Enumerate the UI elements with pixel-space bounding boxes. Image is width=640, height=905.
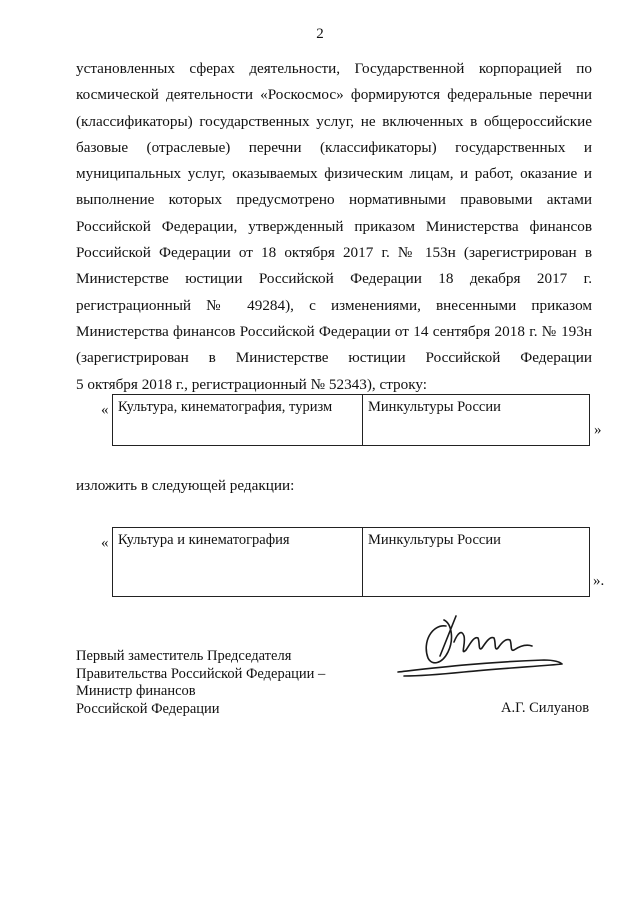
amendment-intro: изложить в следующей редакции: bbox=[76, 477, 295, 494]
page-number: 2 bbox=[316, 26, 324, 42]
position-line: Российской Федерации bbox=[76, 700, 220, 717]
old-row-ministry-cell: Минкультуры России bbox=[368, 399, 501, 415]
paragraph-line: Министерства финансов Российской Федерации от 14 сентября 2018 г. № 193н bbox=[76, 322, 592, 340]
new-row-sphere-cell: Культура и кинематография bbox=[113, 528, 363, 596]
new-row-open-quote: « bbox=[101, 535, 109, 551]
paragraph-line: Российской Федерации, утвержденный приказом Министерства финансов bbox=[76, 217, 592, 235]
signatory-position bbox=[76, 648, 325, 718]
paragraph-line: (зарегистрирован в Министерстве юстиции Российской Федерации bbox=[76, 349, 592, 367]
old-row-table bbox=[112, 394, 590, 446]
position-line: Первый заместитель Председателя bbox=[76, 648, 292, 664]
new-row-close-quote: ». bbox=[593, 573, 605, 589]
new-row-table bbox=[112, 527, 590, 597]
paragraph-line: Министерстве юстиции Российской Федерации 18 декабря 2017 г. bbox=[76, 270, 592, 288]
paragraph-line: Российской Федерации от 18 октября 2017 г. № 153н (зарегистрирован в bbox=[76, 244, 592, 262]
signatory-name: А.Г. Силуанов bbox=[501, 700, 590, 716]
paragraph-line: (классификаторы) государственных услуг, не включенных в общероссийские bbox=[76, 112, 592, 130]
paragraph-line: космической деятельности «Роскосмос» формируются федеральные перечни bbox=[76, 86, 592, 104]
paragraph-line: выполнение которых предусмотрено нормативными правовыми актами bbox=[76, 191, 592, 209]
old-row-close-quote: » bbox=[594, 422, 602, 438]
position-line: Правительства Российской Федерации – bbox=[76, 665, 326, 682]
handwritten-signature bbox=[394, 606, 574, 686]
paragraph-line: регистрационный № 49284), с изменениями, внесенными приказом bbox=[76, 296, 592, 314]
paragraph-line: базовые (отраслевые) перечни (классификаторы) государственных и bbox=[76, 138, 592, 156]
new-row-ministry-cell: Минкультуры России bbox=[368, 532, 501, 548]
body-paragraph bbox=[76, 56, 592, 398]
old-row-open-quote: « bbox=[101, 402, 109, 418]
position-line: Министр финансов bbox=[76, 683, 196, 699]
old-row-sphere-cell: Культура, кинематография, туризм bbox=[113, 395, 363, 445]
paragraph-line: муниципальных услуг, оказываемых физическим лицам, и работ, оказание и bbox=[76, 165, 592, 183]
paragraph-line: 5 октября 2018 г., регистрационный № 52343), строку: bbox=[76, 375, 428, 393]
paragraph-line: установленных сферах деятельности, Государственной корпорацией по bbox=[76, 60, 592, 77]
